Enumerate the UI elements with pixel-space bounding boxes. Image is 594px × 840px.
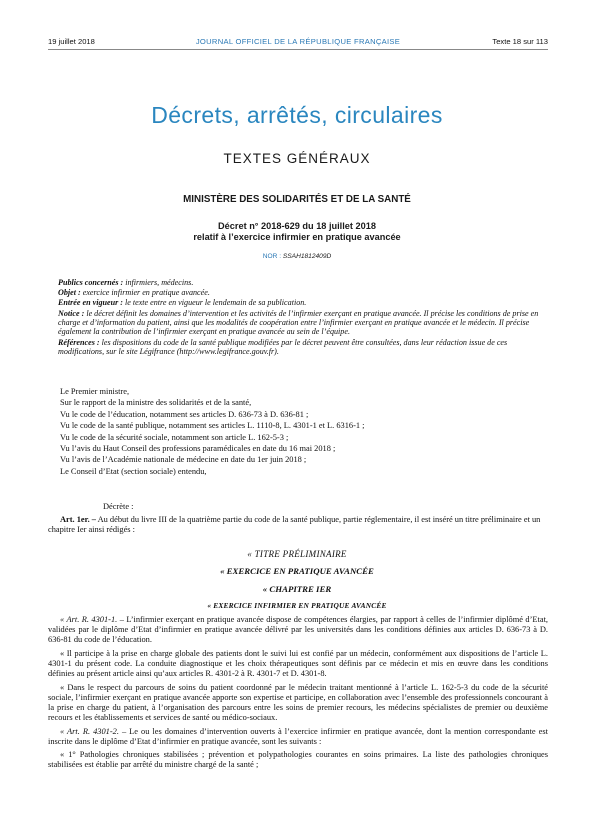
objet-text: exercice infirmier en pratique avancée. [80,288,210,298]
header-date: 19 juillet 2018 [48,37,95,46]
nor-reference [0,253,594,260]
visa-line: Vu le code de l’éducation, notamment ses articles D. 636-73 à D. 636-81 ; [60,409,309,419]
notice-paragraph [58,309,548,337]
references-paragraph [58,338,548,357]
nor-label: NOR : [262,253,282,260]
paragraph-text: – Le ou les domaines d’intervention ouverts à l’exercice infirmier en pratique avancée, dont la mention correspondante est inscrite dans le diplôme d’Etat d’infirmier en pratique avancée, sont les suivants : [48,726,548,746]
exercice-infirmier-heading: « EXERCICE INFIRMIER EN PRATIQUE AVANCÉE [207,601,387,610]
publics-label: Publics concernés : [58,278,124,287]
ministry-heading: MINISTÈRE DES SOLIDARITÉS ET DE LA SANTÉ [183,194,411,205]
notice-label: Notice : [58,308,85,318]
nor-value: SSAH1812409D [282,253,332,260]
paragraph-r4301-1 [48,615,548,646]
visa-line: Le Premier ministre, [60,387,130,396]
page-header [48,37,548,49]
visa-line: Le Conseil d’Etat (section sociale) entendu, [60,466,207,476]
visa-line: Vu l’avis du Haut Conseil des professions paramédicales en date du 16 mai 2018 ; [60,443,336,453]
notice-text: le décret définit les domaines d’intervention et les activités de l’infirmier exerçant en pratique avancée. Il précise les conditions de prise en charge et d’information du patient, ainsi que les modalités de coopération entre l’infirmier exerçant en pratique avancée et le médecin. Il précise également la contribution de l’infirmier exerçant en pratique avancée au sein de l’équipe. [58,308,539,337]
paragraph-prise-en-charge: « Il participe à la prise en charge globale des patients dont le suivi lui est confié par un médecin, conformément aux dispositions de l’article L. 4301-1 du présent code. La conduite diagnostique et les choix thérapeutiques sont définis par ce médecin et mis en œuvre dans les conditions définies au présent article ainsi qu’aux articles R. 4301-2 à R. 4301-7 et D. 4301-8. [48,648,548,679]
objet [58,288,548,297]
entree-en-vigueur [58,298,548,307]
objet-label: Objet : [58,288,81,298]
article-1 [48,515,548,536]
decree-title-line1: Décret n° 2018-629 du 18 juillet 2018 [218,221,376,231]
decrete-label: Décrète : [103,502,134,511]
references-label: Références : [58,337,100,347]
chapitre-heading: « CHAPITRE IER [262,584,332,594]
article-1-label: Art. 1er. – [60,515,96,524]
exercice-pratique-avancee-heading: « EXERCICE EN PRATIQUE AVANCÉE [220,566,374,576]
section-title: TEXTES GÉNÉRAUX [223,151,371,166]
paragraph-r4301-2 [48,727,548,747]
article-reference: « Art. R. 4301-2. [60,726,119,736]
visa-line: Sur le rapport de la ministre des solidarités et de la santé, [60,398,252,408]
visa-line: Vu le code de la sécurité sociale, notamment son article L. 162-5-3 ; [60,432,289,442]
visa-line: Vu l’avis de l’Académie nationale de médecine en date du 1er juin 2018 ; [60,455,307,465]
decree-title-line2: relatif à l’exercice infirmier en pratique avancée [193,231,401,242]
visas-list [48,387,548,478]
paragraph-parcours-de-soins: « Dans le respect du parcours de soins du patient coordonné par le médecin traitant mentionné à l’article L. 162-5-3 du code de la sécurité sociale, l’infirmier exerçant en pratique avancée apporte son expertise et participe, en collaboration avec l’ensemble des professionnels concourant à la prise en charge du patient, à l’organisation des parcours entre les soins de premier recours, les médecins spécialistes de premier ou deuxième recours et les établissements et services de santé ou médico-sociaux. [48,682,548,723]
page-title: Décrets, arrêtés, circulaires [151,102,443,128]
header-divider [48,49,548,50]
publics-text: infirmiers, médecins. [123,278,194,287]
decree-title [0,221,594,242]
entree-text: le texte entre en vigueur le lendemain de sa publication. [122,298,307,308]
header-text-reference: Texte 18 sur 113 [492,37,548,46]
header-journal-name: JOURNAL OFFICIEL DE LA RÉPUBLIQUE FRANÇAISE [195,37,401,46]
titre-preliminaire-heading: « TITRE PRÉLIMINAIRE [247,549,347,559]
publics-concernes [58,278,548,287]
article-reference: « Art. R. 4301-1. [60,615,118,624]
entree-label: Entrée en vigueur : [58,298,123,308]
article-paragraphs [48,615,548,774]
references-text: les dispositions du code de la santé publique modifiées par le décret peuvent être consultées, dans leur rédaction issue de ces modifications, sur le site Légifrance (http://www.legifrance.gouv.fr). [58,337,508,357]
paragraph-pathologies: « 1° Pathologies chroniques stabilisées ; prévention et polypathologies courantes en soins primaires. La liste des pathologies chroniques stabilisées est établie par arrêté du ministre chargé de la santé ; [48,750,548,770]
notice-block [58,278,548,357]
paragraph-text: – L’infirmier exerçant en pratique avancée dispose de compétences élargies, par rapport à celles de l’infirmier diplômé d’Etat, validées par le diplôme d’Etat d’infirmier en pratique avancée délivré par les universités dans les conditions définies aux articles D. 636-73 à D. 636-81 du code de l’éducation. [48,615,548,645]
article-1-text: Au début du livre III de la quatrième partie du code de la santé publique, partie réglementaire, il est inséré un titre préliminaire et un chapitre Ier ainsi rédigés : [48,515,541,535]
visa-line: Vu le code de la santé publique, notamment ses articles L. 1110-8, L. 4301-1 et L. 6316-1 ; [60,421,365,431]
